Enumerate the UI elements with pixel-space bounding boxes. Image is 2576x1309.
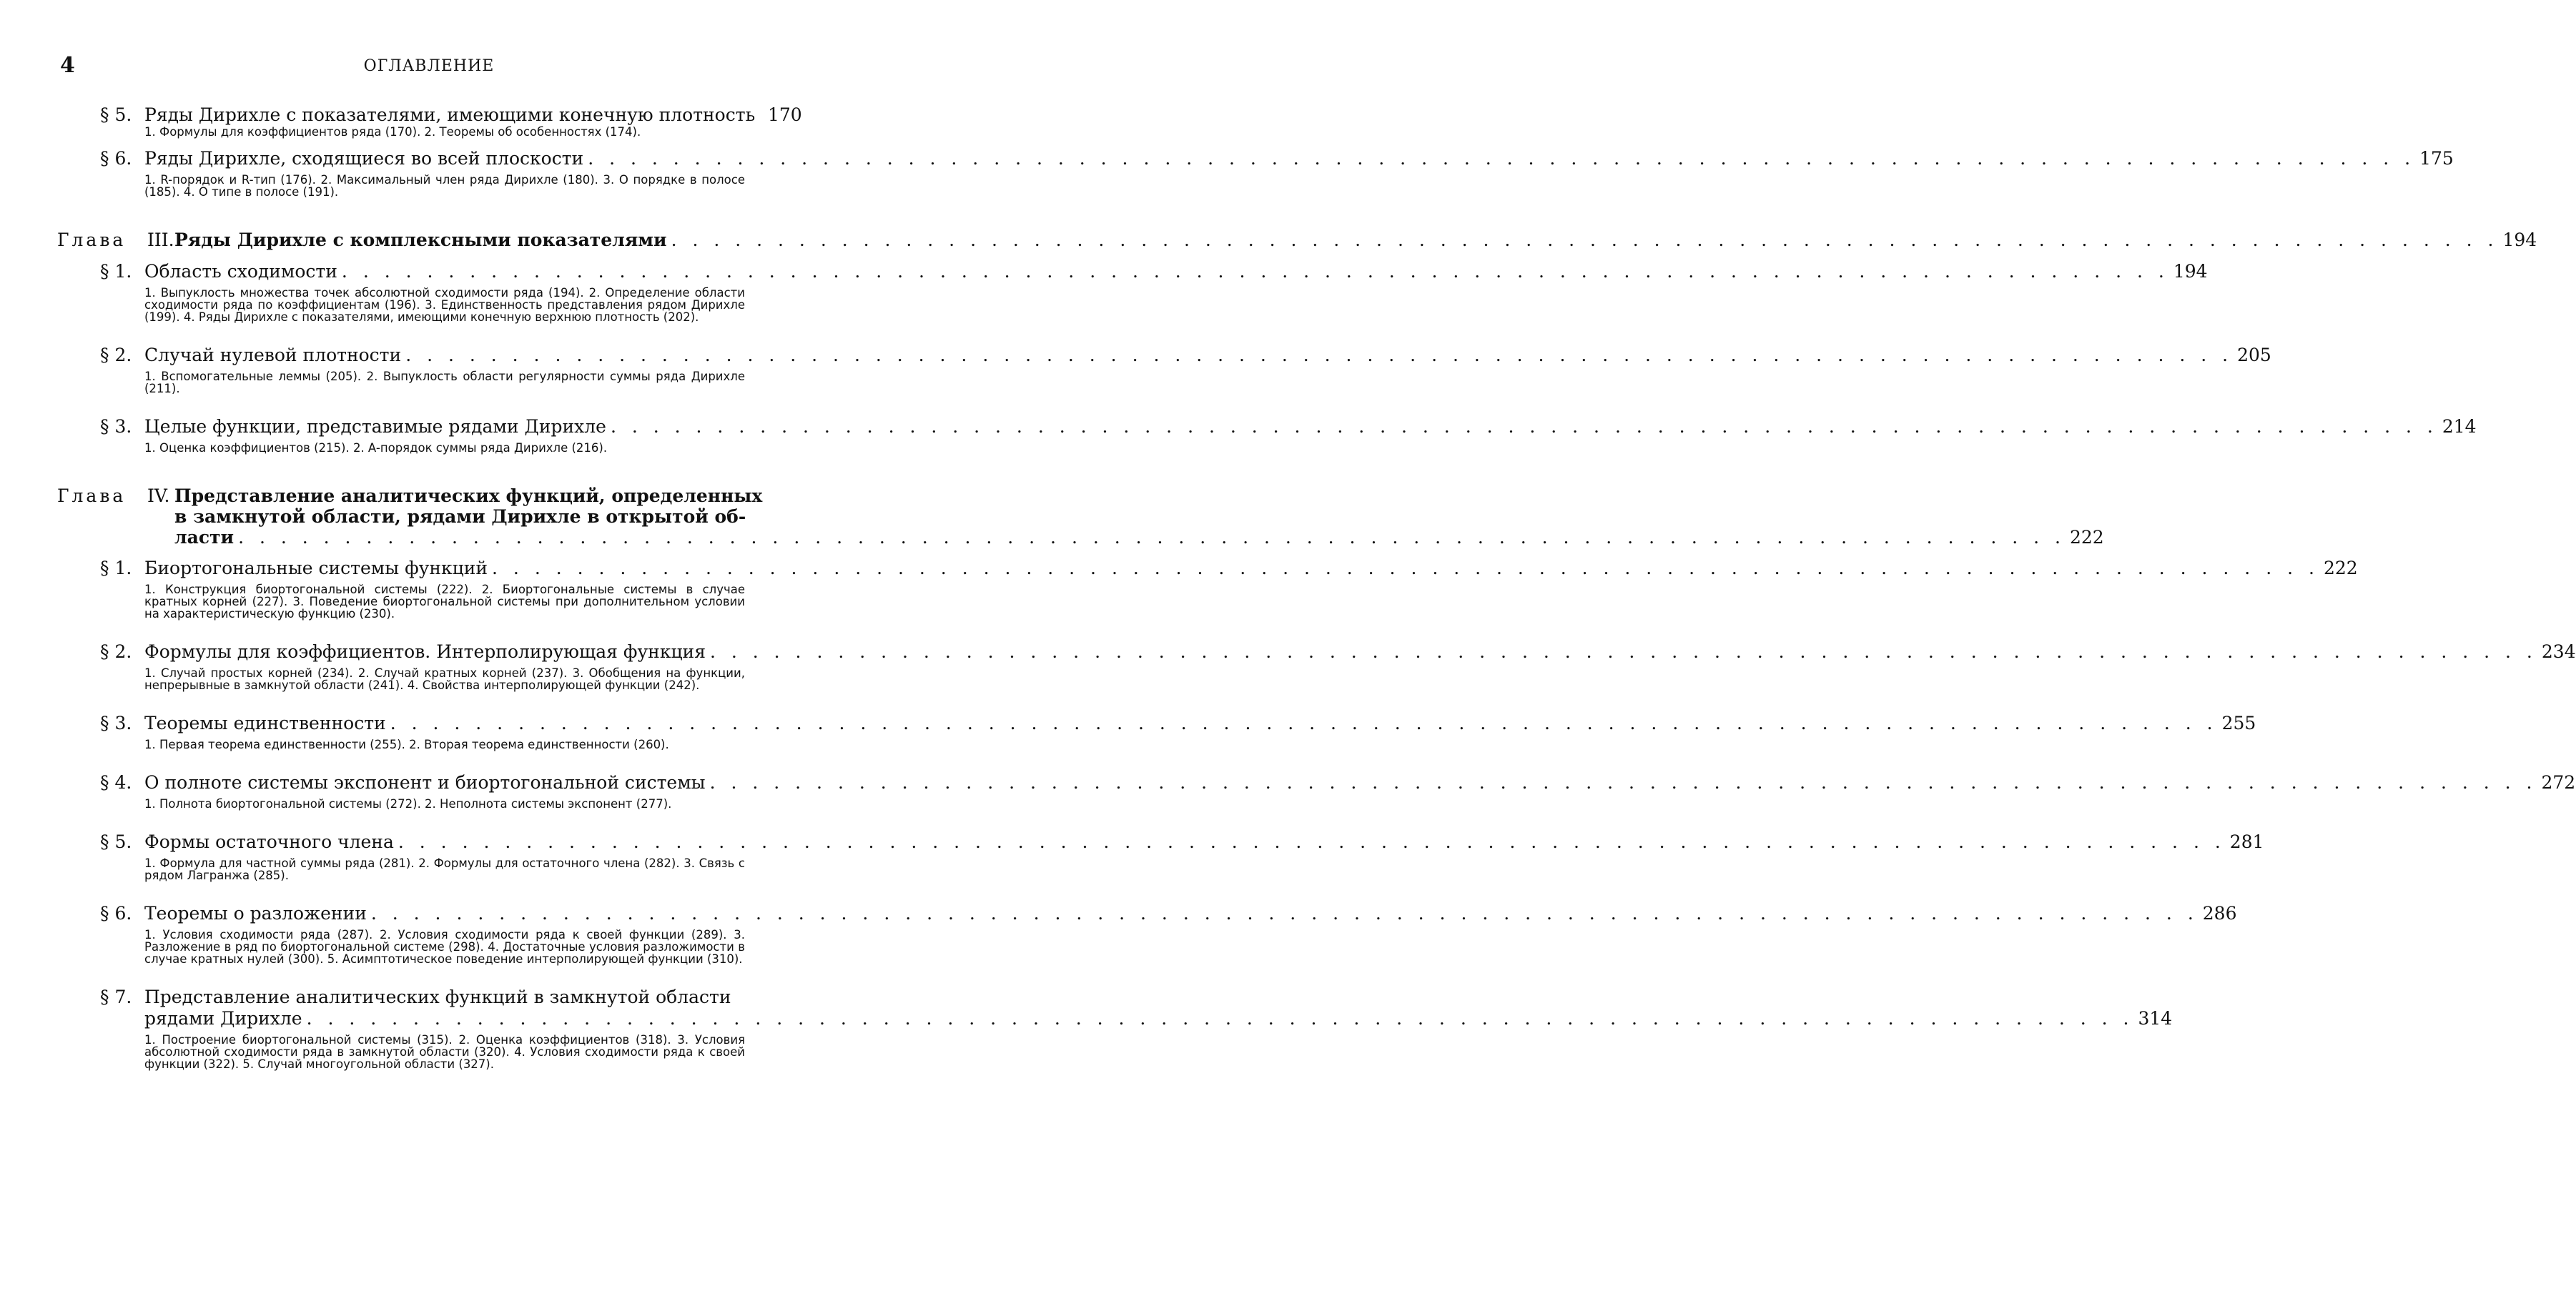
dot-leader [588,148,2415,169]
dot-leader [390,713,2218,734]
toc-section[interactable] [57,558,2358,621]
section-title: Случай нулевой плотности [144,345,402,365]
toc-section[interactable] [57,903,2237,966]
chapter-title-line: ласти [174,527,235,548]
toc-section[interactable] [57,261,2208,324]
section-title: Теоремы о разложении [144,903,367,924]
section-title: Формы остаточного члена [144,831,394,852]
section-subsections: 1. Построение биортогональной системы (315). 2. Оценка коэффициентов (318). 3. Условия абсолютной сходимости ряда в замкнутой области (320). 4. Условия сходимости ряда к своей функции (322). 5. Случай многоугольной области (327). [144,1033,745,1071]
chapter-number: III. [147,229,174,250]
dot-leader [342,261,2169,282]
page-ref: 205 [2237,345,2271,365]
toc-section[interactable] [57,713,2256,751]
section-subsections: 1. Оценка коэффициентов (215). 2. A-порядок суммы ряда Дирихле (216). [144,441,608,455]
dot-leader [710,772,2537,794]
dot-leader [371,903,2199,924]
section-label: § 5. [100,831,132,852]
section-label: § 5. [100,104,132,125]
section-label: § 3. [100,416,132,437]
dot-leader [611,416,2438,438]
dot-leader [238,527,2066,548]
chapter-heading[interactable] [57,485,2104,548]
section-label: § 2. [100,345,132,365]
section-title: Область сходимости [144,261,337,282]
toc-section[interactable] [57,416,2477,455]
toc-section[interactable] [57,831,2264,882]
page-ref: 234 [2541,641,2576,662]
section-label: § 6. [100,903,132,924]
section-subsections: 1. Вспомогательные леммы (205). 2. Выпуклость области регулярности суммы ряда Дирихле (211). [144,370,745,395]
page-ref: 281 [2229,831,2264,852]
page-ref: 222 [2070,527,2104,548]
page-header [57,53,801,81]
chapter-heading[interactable] [57,229,2537,251]
dot-leader [671,229,2499,251]
dot-leader [398,831,2226,853]
page-ref: 170 [768,104,802,125]
dot-leader [492,558,2319,579]
page-ref: 194 [2173,261,2208,282]
section-title: Теоремы единственности [144,713,386,733]
chapter-label: Глава [57,229,127,250]
page-ref: 222 [2323,558,2358,578]
page-ref: 214 [2442,416,2477,437]
page-ref: 286 [2202,903,2237,924]
section-subsections: 1. R-порядок и R-тип (176). 2. Максимальный член ряда Дирихле (180). 3. О порядке в полосе (185). 4. О типе в полосе (191). [144,173,745,199]
section-label: § 6. [100,148,132,169]
section-subsections: 1. Выпуклость множества точек абсолютной сходимости ряда (194). 2. Определение области сходимости ряда по коэффициентам (196). 3. Единственность представления рядом Дирихле (199). 4. Ряды Дирихле с показателями, имеющими конечную верхнюю плотность (202). [144,286,745,324]
toc-section[interactable] [57,104,801,138]
page-ref: 255 [2221,713,2256,733]
section-title: О полноте системы экспонент и биортогональной системы [144,772,706,793]
toc-section[interactable] [57,641,2576,692]
toc-section[interactable] [57,148,2454,199]
chapter-continuation [57,104,2454,199]
section-label: § 3. [100,713,132,733]
dot-leader [405,345,2233,366]
chapter-3 [57,229,2537,455]
page-ref: 194 [2502,229,2537,250]
section-title-line: рядами Дирихле [144,1008,302,1029]
page-number: 4 [60,53,75,78]
section-title: Ряды Дирихле, сходящиеся во всей плоскости [144,148,584,169]
section-subsections: 1. Случай простых корней (234). 2. Случай кратных корней (237). 3. Обобщения на функции, непрерывные в замкнутой области (241). 4. Свойства интерполирующей функции (242). [144,666,745,692]
section-title: Ряды Дирихле с показателями, имеющими конечную плотность [144,104,756,125]
section-subsections: 1. Условия сходимости ряда (287). 2. Условия сходимости ряда к своей функции (289). 3. Разложение в ряд по биортогональной системе (298). 4. Достаточные условия разложимости в случае кратных нулей (300). 5. Асимптотическое поведение интерполирующей функции (310). [144,928,745,966]
section-subsections: 1. Конструкция биортогональной системы (222). 2. Биортогональные системы в случае кратных корней (227). 3. Поведение биортогональной системы при дополнительном условии на характеристическую функцию (230). [144,583,745,621]
section-title: Целые функции, представимые рядами Дирихле [144,416,606,437]
page-ref: 272 [2541,772,2576,793]
section-label: § 1. [100,261,132,282]
section-title: Биортогональные системы функций [144,558,488,578]
section-label: § 2. [100,641,132,662]
section-subsections: 1. Формула для частной суммы ряда (281). 2. Формулы для остаточного члена (282). 3. Связь с рядом Лагранжа (285). [144,856,745,882]
dot-leader [307,1008,2134,1029]
section-subsections: 1. Полнота биортогональной системы (272). 2. Неполнота системы экспонент (277). [144,797,672,811]
chapter-label: Глава [57,485,127,506]
page-heading: ОГЛАВЛЕНИЕ [363,57,495,75]
chapter-number: IV. [147,485,170,506]
section-subsections: 1. Формулы для коэффициентов ряда (170). 2. Теоремы об особенностях (174). [144,125,641,139]
chapter-title-line: Представление аналитических функций, определенных [174,485,763,506]
toc-section[interactable] [57,772,2576,811]
section-title-line: Представление аналитических функций в замкнутой области [144,987,731,1007]
page-ref: 314 [2138,1008,2173,1029]
toc-section[interactable] [57,987,2173,1071]
chapter-title: Ряды Дирихле с комплексными показателями [174,229,667,250]
dot-leader [710,641,2537,663]
section-label: § 7. [100,987,132,1007]
section-label: § 1. [100,558,132,578]
section-subsections: 1. Первая теорема единственности (255). 2. Вторая теорема единственности (260). [144,738,669,751]
section-label: § 4. [100,772,132,793]
table-of-contents [57,104,2576,1071]
page-ref: 175 [2419,148,2454,169]
section-title: Формулы для коэффициентов. Интерполирующая функция [144,641,706,662]
chapter-title-line: в замкнутой области, рядами Дирихле в открытой об- [174,506,746,527]
chapter-4 [57,485,2576,1071]
toc-section[interactable] [57,345,2271,395]
